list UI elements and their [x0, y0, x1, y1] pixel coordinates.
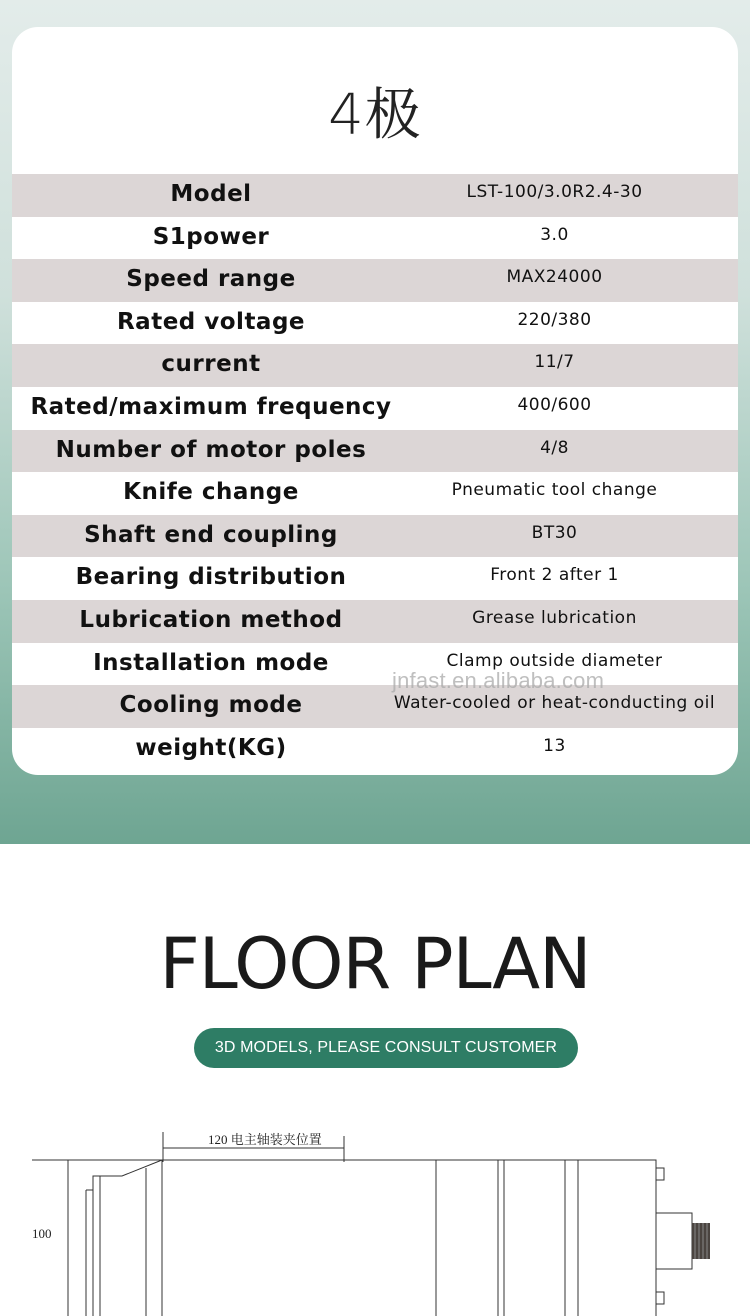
card-title: 4极 [328, 83, 422, 148]
spec-label: Shaft end coupling [84, 521, 338, 548]
spec-label: Knife change [123, 479, 299, 506]
spec-row [12, 344, 738, 387]
spec-row [12, 472, 738, 515]
spec-value: 13 [543, 735, 566, 756]
spec-row [12, 515, 738, 558]
spec-label: current [161, 351, 261, 378]
spec-label: Cooling mode [119, 692, 303, 719]
spec-label: Rated/maximum frequency [30, 393, 392, 420]
spec-value: 4/8 [540, 437, 569, 458]
spindle-technical-drawing [0, 1120, 750, 1316]
spec-value: Grease lubrication [472, 607, 637, 628]
spec-value: 11/7 [534, 352, 575, 373]
spec-row [12, 259, 738, 302]
spec-label: Lubrication method [79, 606, 343, 633]
spec-value: Water-cooled or heat-conducting oil [393, 693, 716, 714]
spec-row [12, 387, 738, 430]
rear-connector [656, 1213, 692, 1269]
spec-value: BT30 [531, 522, 578, 543]
spec-row [12, 430, 738, 473]
spec-row [12, 174, 738, 217]
spec-value: Front 2 after 1 [490, 565, 619, 586]
spec-card [12, 27, 738, 775]
spindle-nose [93, 1160, 162, 1316]
spec-row [12, 600, 738, 643]
spec-label: Number of motor poles [55, 436, 367, 463]
rear-fitting [656, 1168, 664, 1180]
spec-label: S1power [152, 223, 270, 250]
spec-value: LST-100/3.0R2.4-30 [466, 182, 643, 202]
spec-label: Speed range [126, 266, 296, 293]
spec-row [12, 217, 738, 260]
watermark: jnfast.en.alibaba.com [392, 668, 605, 693]
side-dimension-label: 100 [32, 1226, 52, 1241]
spec-label: Model [170, 181, 252, 207]
spec-value: 400/600 [517, 394, 592, 415]
spec-value: 3.0 [540, 224, 569, 245]
consult-service-banner: 3D MODELS, PLEASE CONSULT CUSTOMER SERVICE [194, 1028, 578, 1068]
spec-value: 220/380 [517, 309, 592, 330]
spec-label: Installation mode [93, 649, 329, 676]
spec-value: Pneumatic tool change [451, 480, 658, 501]
top-dimension-label: 120 电主轴装夹位置 [208, 1132, 322, 1147]
spec-row [12, 557, 738, 600]
spindle-body [162, 1160, 656, 1316]
spec-row [12, 302, 738, 345]
spec-value: MAX24000 [506, 267, 603, 288]
spec-row [12, 728, 738, 771]
spec-label: Bearing distribution [75, 564, 347, 591]
rear-fitting [656, 1292, 664, 1304]
spec-label: weight(KG) [135, 734, 287, 761]
spec-value: Clamp outside diameter [446, 650, 663, 671]
floor-plan-title: FLOOR PLAN [159, 923, 591, 1005]
spec-label: Rated voltage [116, 308, 306, 335]
